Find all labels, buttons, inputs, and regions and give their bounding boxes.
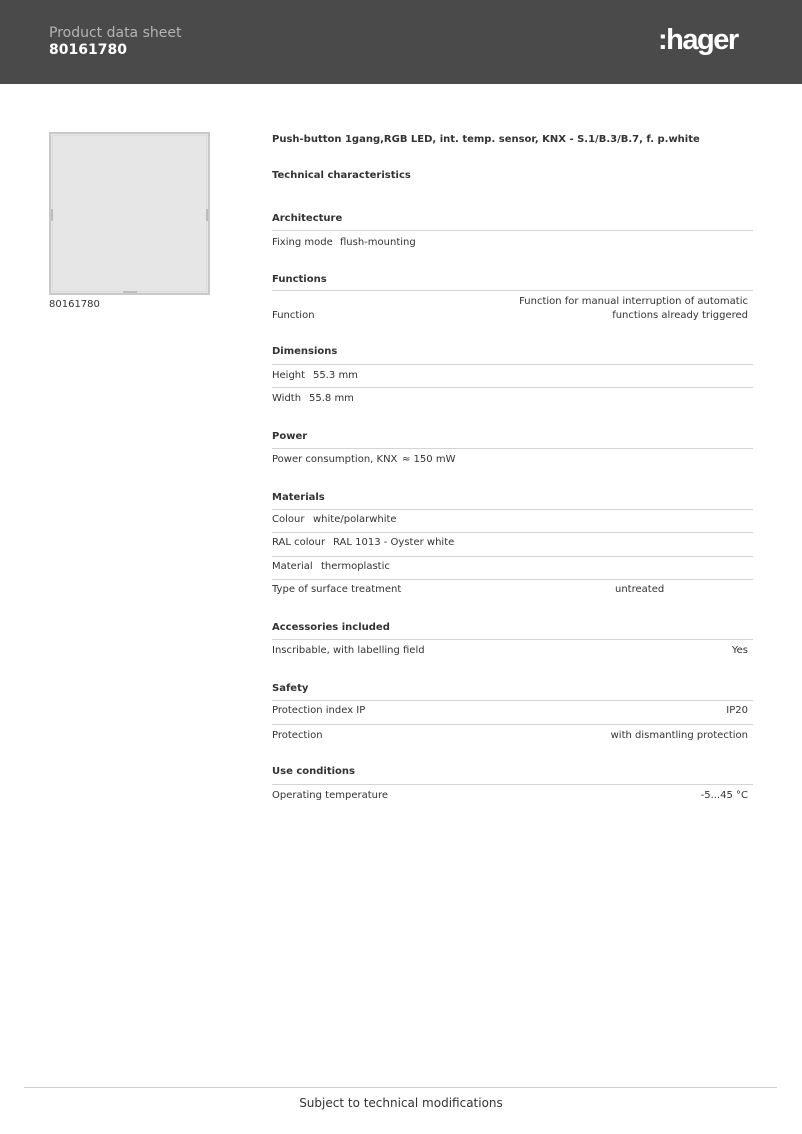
footer-divider	[24, 1087, 777, 1088]
product-image	[49, 132, 210, 295]
technical-characteristics-heading: Technical characteristics	[272, 170, 411, 181]
spec-name: Inscribable, with labelling field	[272, 645, 425, 656]
spec-value: thermoplastic	[321, 561, 390, 572]
spec-value: white/polarwhite	[313, 514, 397, 525]
spec-value: Yes	[731, 645, 748, 656]
image-notch-bottom	[123, 291, 137, 293]
spec-name: Protection	[272, 730, 323, 741]
spec-value: untreated	[615, 584, 665, 595]
spec-row-surface-treatment	[272, 579, 753, 603]
product-title: Push-button 1gang,RGB LED, int. temp. sensor, KNX - S.1/B.3/B.7, f. p.white	[272, 134, 700, 145]
section-heading-functions: Functions	[272, 274, 327, 285]
spec-row-inscribable	[272, 639, 753, 663]
spec-value: 55.8 mm	[309, 393, 354, 404]
spec-row-colour	[272, 509, 753, 533]
spec-row-material	[272, 556, 753, 580]
image-notch-left	[51, 209, 53, 221]
spec-name: Height	[272, 370, 306, 381]
spec-value: flush-mounting	[340, 237, 416, 248]
section-heading-accessories: Accessories included	[272, 622, 390, 633]
spec-name: Function	[272, 310, 315, 321]
spec-name: Protection index IP	[272, 705, 366, 716]
section-heading-use-conditions: Use conditions	[272, 766, 355, 777]
spec-name: Width	[272, 393, 302, 404]
spec-name: Power consumption, KNX	[272, 454, 398, 465]
spec-row-width	[272, 387, 753, 411]
spec-row-operating-temperature	[272, 784, 753, 808]
spec-name: Type of surface treatment	[272, 584, 402, 595]
section-heading-safety: Safety	[272, 683, 309, 694]
spec-row-power-consumption	[272, 448, 753, 472]
spec-row-protection-index	[272, 700, 753, 725]
spec-value: ≈ 150 mW	[402, 454, 456, 465]
spec-value: RAL 1013 - Oyster white	[333, 537, 455, 548]
section-heading-materials: Materials	[272, 492, 325, 503]
image-notch-right	[206, 209, 208, 221]
image-caption: 80161780	[49, 299, 100, 310]
spec-row-function	[272, 290, 753, 329]
spec-value: -5...45 °C	[700, 790, 748, 801]
product-number: 80161780	[49, 42, 127, 58]
page-header	[0, 0, 802, 84]
product-image-inner	[52, 135, 207, 292]
spec-row-fixing-mode	[272, 230, 753, 254]
spec-value: IP20	[726, 705, 748, 716]
spec-value-line2: functions already triggered	[612, 310, 748, 321]
hager-logo: :hager	[658, 24, 738, 56]
section-heading-architecture: Architecture	[272, 213, 343, 224]
spec-name: RAL colour	[272, 537, 326, 548]
spec-name: Colour	[272, 514, 305, 525]
spec-name: Operating temperature	[272, 790, 389, 801]
document-type-label: Product data sheet	[49, 25, 182, 41]
spec-value: 55.3 mm	[313, 370, 358, 381]
spec-value: with dismantling protection	[610, 730, 748, 741]
spec-name: Material	[272, 561, 313, 572]
section-heading-dimensions: Dimensions	[272, 346, 338, 357]
spec-name: Fixing mode	[272, 237, 333, 248]
spec-row-protection	[272, 724, 753, 749]
spec-row-ral-colour	[272, 532, 753, 557]
spec-row-height	[272, 364, 753, 388]
footer-note: Subject to technical modifications	[299, 1096, 503, 1110]
spec-value-line1: Function for manual interruption of automatic	[519, 296, 748, 307]
section-heading-power: Power	[272, 431, 308, 442]
